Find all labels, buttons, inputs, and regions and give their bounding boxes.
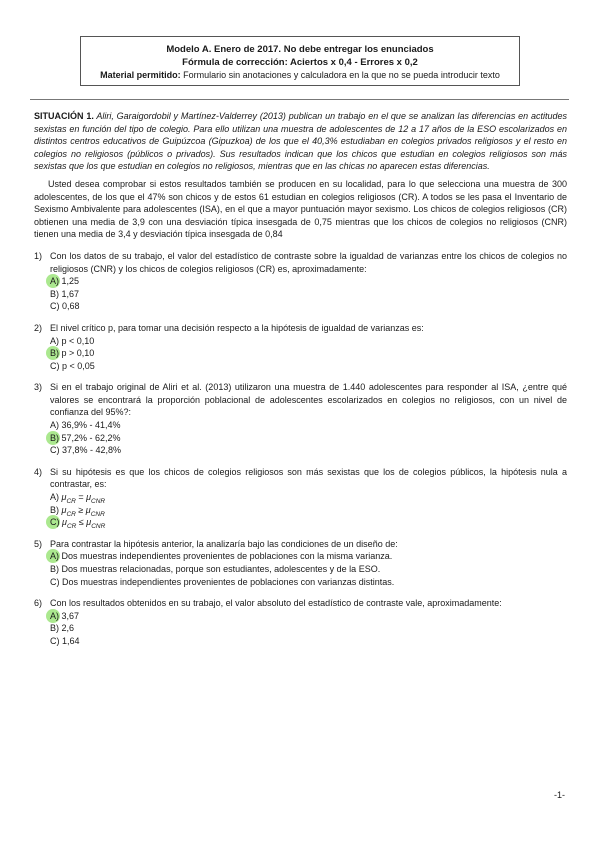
option-text: 1,25 — [61, 276, 80, 287]
question-text: Con los resultados obtenidos en su trabajo, el valor absoluto del estadístico de contraste vale, aproximadamente: — [50, 598, 502, 609]
question-1 — [34, 250, 567, 313]
answer-option — [50, 622, 567, 635]
situation-title: SITUACIÓN 1. — [34, 111, 94, 121]
answer-options — [50, 550, 567, 588]
question-4 — [34, 466, 567, 529]
header-materials-line — [81, 69, 519, 82]
question-stem — [34, 322, 567, 335]
option-letter: A) — [50, 610, 59, 621]
option-text: p > 0,10 — [61, 348, 95, 359]
answer-option — [50, 563, 567, 576]
answer-options — [50, 275, 567, 313]
question-number: 2) — [34, 322, 43, 333]
option-text: 1,64 — [62, 635, 80, 646]
option-letter: A) — [50, 276, 59, 287]
option-text: Dos muestras independientes provenientes de poblaciones con la misma varianza. — [61, 551, 393, 562]
question-text: Para contrastar la hipótesis anterior, la analizaría bajo las condiciones de un diseño de: — [50, 538, 398, 549]
option-letter: B) — [50, 288, 59, 299]
question-stem — [34, 250, 567, 275]
option-letter: B) — [50, 564, 59, 574]
option-text: Dos muestras independientes provenientes de poblaciones con varianzas distintas. — [62, 576, 395, 587]
question-text: El nivel crítico p, para tomar una decisión respecto a la hipótesis de igualdad de varianzas es: — [50, 322, 424, 333]
option-letter: C) — [50, 517, 60, 528]
answer-option — [50, 335, 567, 348]
question-number: 6) — [34, 598, 43, 609]
option-letter: C) — [50, 301, 60, 312]
option-text: 1,67 — [61, 288, 80, 299]
exam-content — [34, 110, 567, 648]
option-letter: C) — [50, 445, 60, 456]
answer-option — [50, 550, 567, 563]
option-text: 2,6 — [61, 623, 75, 634]
question-number: 3) — [34, 382, 43, 393]
situation-body: Usted desea comprobar si estos resultados también se producen en su localidad, para lo que selecciona una muestra de 300 adolescentes, de los que el 47% son chicos y de estos 61 estudian en colegios religiosos (CR). A todos se les pasa el Inventario de Sexismo Ambivalente para adolescentes (ISA), en el que a mayor puntuación mayor sexismo. Los chicos de colegios religiosos (CR) obtienen una media de 3,9 con una desviación típica insesgada de 0,75 mientras que los chicos de colegios no religiosos (CNR) tienen una media de 3,4 y desviación típica insesgada de 0,84 — [34, 178, 567, 240]
exam-header — [80, 36, 520, 86]
answer-options — [50, 335, 567, 373]
option-letter: C) — [50, 635, 60, 646]
question-stem — [34, 466, 567, 491]
option-text: 57,2% - 62,2% — [61, 432, 121, 443]
option-text: Dos muestras relacionadas, porque son estudiantes, adolescentes y de la ESO. — [61, 564, 381, 574]
answer-option — [50, 419, 567, 432]
answer-option — [50, 360, 567, 373]
situation-intro-text: publican un trabajo en el que se analizan las diferencias en actitudes sexistas en función del tipo de colegio. Para ello utilizan una muestra de adolescentes de 12 a 17 años de la ESO escolarizados en distintos centros educativos de Guipúzcoa (Gipuzkoa) de los que el 40,3% estudiaban en colegios privados religiosos y el resto en colegios no religiosos (públicos o privados). Sus resultados indican que los chicos que estudian en colegios religiosos son más sexistas que los que estudian en colegios no religiosos, mientras que en las chicas no aparecen estas diferencias. — [34, 111, 568, 172]
header-model-line: Modelo A. Enero de 2017. No debe entregar los enunciados — [166, 44, 434, 55]
answer-option — [50, 347, 567, 360]
answer-option — [50, 576, 567, 589]
answer-option — [50, 516, 567, 529]
answer-options — [50, 419, 567, 457]
question-stem — [34, 597, 567, 610]
header-divider — [30, 99, 569, 100]
materials-label: Material permitido: — [100, 70, 181, 80]
option-text: $\mu_{CR} = \mu_{CNR}$ — [61, 492, 106, 505]
option-letter: A) — [50, 420, 59, 431]
answer-option — [50, 288, 567, 301]
answer-option — [50, 504, 567, 517]
question-text: Con los datos de su trabajo, el valor del estadístico de contraste sobre la igualdad de varianzas entre los chicos de colegios no religiosos (CNR) y los chicos de colegios religiosos (CR) es, aproximadamente: — [50, 250, 567, 274]
materials-text: Formulario sin anotaciones y calculadora en la que no se pueda introducir texto — [180, 70, 500, 80]
answer-options — [50, 610, 567, 648]
option-letter: B) — [50, 623, 59, 634]
option-text: $\mu_{CR} \ge \mu_{CNR}$ — [61, 504, 105, 518]
option-letter: C) — [50, 360, 60, 371]
question-number: 4) — [34, 466, 43, 477]
question-text: Si en el trabajo original de Aliri et al. (2013) utilizaron una muestra de 1.440 adolescentes para responder al ISA, ¿entre qué valores se encontrará la proporción poblacional de adolescentes escolarizados en colegios no religiosos, con un nivel de confianza del 95%?: — [50, 382, 567, 418]
option-text: 36,9% - 41,4% — [61, 420, 121, 431]
question-number: 5) — [34, 538, 43, 549]
question-3 — [34, 381, 567, 457]
page-number: -1- — [554, 790, 565, 800]
situation-authors: Aliri, Garaigordobil y Martínez-Valderrey (2013) — [93, 111, 286, 121]
option-text: 3,67 — [61, 610, 80, 621]
question-5 — [34, 538, 567, 588]
question-text: Si su hipótesis es que los chicos de colegios religiosos son más sexistas que los de colegios públicos, la hipótesis nula a contrastar, es: — [50, 466, 567, 490]
question-stem — [34, 538, 567, 551]
answer-option — [50, 635, 567, 648]
answer-option — [50, 275, 567, 288]
situation-intro — [34, 110, 567, 173]
header-scoring-line: Fórmula de corrección: Aciertos x 0,4 - Errores x 0,2 — [182, 57, 418, 68]
option-letter: C) — [50, 576, 60, 587]
option-text: 37,8% - 42,8% — [62, 445, 122, 456]
question-stem — [34, 381, 567, 419]
answer-option — [50, 432, 567, 445]
answer-option — [50, 300, 567, 313]
option-letter: B) — [50, 348, 59, 359]
answer-option — [50, 610, 567, 623]
answer-option — [50, 491, 567, 504]
option-letter: A) — [50, 551, 59, 562]
option-letter: A) — [50, 492, 59, 503]
question-list — [34, 250, 567, 648]
option-letter: B) — [50, 504, 59, 515]
question-6 — [34, 597, 567, 647]
answer-option — [50, 444, 567, 457]
option-text: 0,68 — [62, 301, 80, 312]
option-text: $\mu_{CR} \le \mu_{CNR}$ — [62, 517, 106, 531]
question-number: 1) — [34, 250, 43, 261]
option-text: p < 0,05 — [62, 360, 95, 371]
question-2 — [34, 322, 567, 372]
option-letter: A) — [50, 335, 59, 346]
option-text: p < 0,10 — [61, 335, 95, 346]
option-letter: B) — [50, 432, 59, 443]
answer-options — [50, 491, 567, 529]
